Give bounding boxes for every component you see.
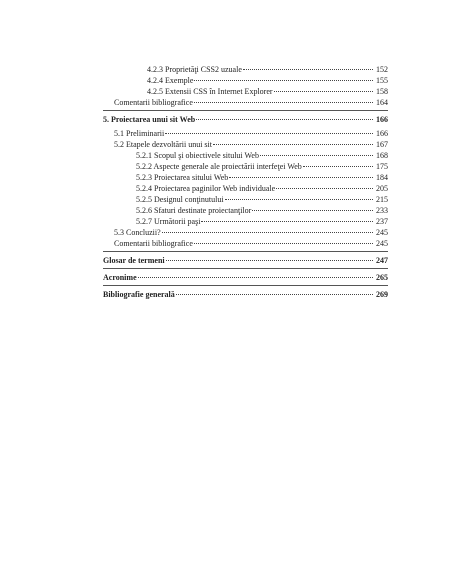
toc-entry-page: 158 xyxy=(376,87,388,96)
toc-entry-title: 5.2.7 Următorii paşi xyxy=(136,217,201,226)
toc-entry-acronime xyxy=(103,272,388,283)
dot-leader xyxy=(303,166,373,167)
toc-entry-page: 166 xyxy=(376,129,388,138)
toc-entry-title: 5.2 Etapele dezvoltării unui sit xyxy=(114,140,212,149)
toc-entry-5-2 xyxy=(114,139,388,150)
dot-leader xyxy=(201,221,373,222)
toc-entry-page: 152 xyxy=(376,65,388,74)
toc-entry-page: 245 xyxy=(376,228,388,237)
toc-entry-page: 265 xyxy=(376,273,388,282)
toc-entry-title: 5.2.2 Aspecte generale ale proiectării interfeţei Web xyxy=(136,162,302,171)
section-divider xyxy=(103,285,388,286)
dot-leader xyxy=(196,119,373,120)
dot-leader xyxy=(176,294,373,295)
dot-leader xyxy=(165,133,373,134)
toc-entry-title: 4.2.4 Exemple xyxy=(147,76,194,85)
toc-entry-5-2-4 xyxy=(136,183,388,194)
toc-entry-glosar xyxy=(103,255,388,266)
toc-entry-5-2-3 xyxy=(136,172,388,183)
dot-leader xyxy=(166,260,373,261)
toc-entry-5-1 xyxy=(114,128,388,139)
toc-entry-5-2-5 xyxy=(136,194,388,205)
toc-entry-4-2-5 xyxy=(147,86,388,97)
toc-entry-title: 5.3 Concluzii? xyxy=(114,228,161,237)
chapter-divider xyxy=(103,110,388,111)
toc-entry-title: 5.2.6 Sfaturi destinate proiectanţilor xyxy=(136,206,252,215)
toc-entry-page: 205 xyxy=(376,184,388,193)
toc-entry-title: Acronime xyxy=(103,273,137,282)
toc-entry-comentarii-4 xyxy=(114,97,388,108)
toc-entry-chapter-5 xyxy=(103,114,388,125)
toc-entry-title: 5. Proiectarea unui sit Web xyxy=(103,115,196,124)
toc-entry-title: Comentarii bibliografice xyxy=(114,239,193,248)
section-divider xyxy=(103,251,388,252)
toc-entry-5-2-1 xyxy=(136,150,388,161)
toc-entry-page: 237 xyxy=(376,217,388,226)
toc-entry-title: Bibliografie generală xyxy=(103,290,175,299)
dot-leader xyxy=(194,102,373,103)
toc-entry-page: 247 xyxy=(376,256,388,265)
toc-entry-title: 5.2.1 Scopul şi obiectivele sitului Web xyxy=(136,151,259,160)
toc-entry-4-2-3 xyxy=(147,64,388,75)
dot-leader xyxy=(260,155,373,156)
dot-leader xyxy=(213,144,373,145)
toc-entry-page: 184 xyxy=(376,173,388,182)
toc-entry-title: Comentarii bibliografice xyxy=(114,98,193,107)
toc-entry-title: Glosar de termeni xyxy=(103,256,165,265)
dot-leader xyxy=(243,69,373,70)
dot-leader xyxy=(276,188,373,189)
toc-entry-title: 5.2.3 Proiectarea sitului Web xyxy=(136,173,229,182)
section-divider xyxy=(103,268,388,269)
toc-entry-page: 168 xyxy=(376,151,388,160)
toc-entry-5-2-7 xyxy=(136,216,388,227)
dot-leader xyxy=(274,91,373,92)
toc-entry-5-2-2 xyxy=(136,161,388,172)
toc-entry-page: 245 xyxy=(376,239,388,248)
toc-entry-page: 175 xyxy=(376,162,388,171)
toc-entry-5-3 xyxy=(114,227,388,238)
toc-entry-page: 215 xyxy=(376,195,388,204)
toc-entry-page: 233 xyxy=(376,206,388,215)
dot-leader xyxy=(252,210,373,211)
dot-leader xyxy=(225,199,373,200)
toc-entry-title: 5.1 Preliminarii xyxy=(114,129,165,138)
toc-entry-page: 164 xyxy=(376,98,388,107)
toc-entry-page: 166 xyxy=(376,115,388,124)
toc-entry-title: 4.2.3 Proprietăţi CSS2 uzuale xyxy=(147,65,242,74)
dot-leader xyxy=(194,243,373,244)
toc-entry-4-2-4 xyxy=(147,75,388,86)
toc-entry-bibliografie xyxy=(103,289,388,300)
dot-leader xyxy=(138,277,373,278)
dot-leader xyxy=(162,232,373,233)
dot-leader xyxy=(194,80,373,81)
toc-entry-title: 5.2.4 Proiectarea paginilor Web individuale xyxy=(136,184,276,193)
toc-entry-page: 269 xyxy=(376,290,388,299)
toc-entry-comentarii-5 xyxy=(114,238,388,249)
toc-entry-title: 4.2.5 Extensii CSS în Internet Explorer xyxy=(147,87,273,96)
dot-leader xyxy=(229,177,373,178)
toc-entry-title: 5.2.5 Designul conţinutului xyxy=(136,195,224,204)
toc-entry-5-2-6 xyxy=(136,205,388,216)
toc-entry-page: 155 xyxy=(376,76,388,85)
toc-entry-page: 167 xyxy=(376,140,388,149)
